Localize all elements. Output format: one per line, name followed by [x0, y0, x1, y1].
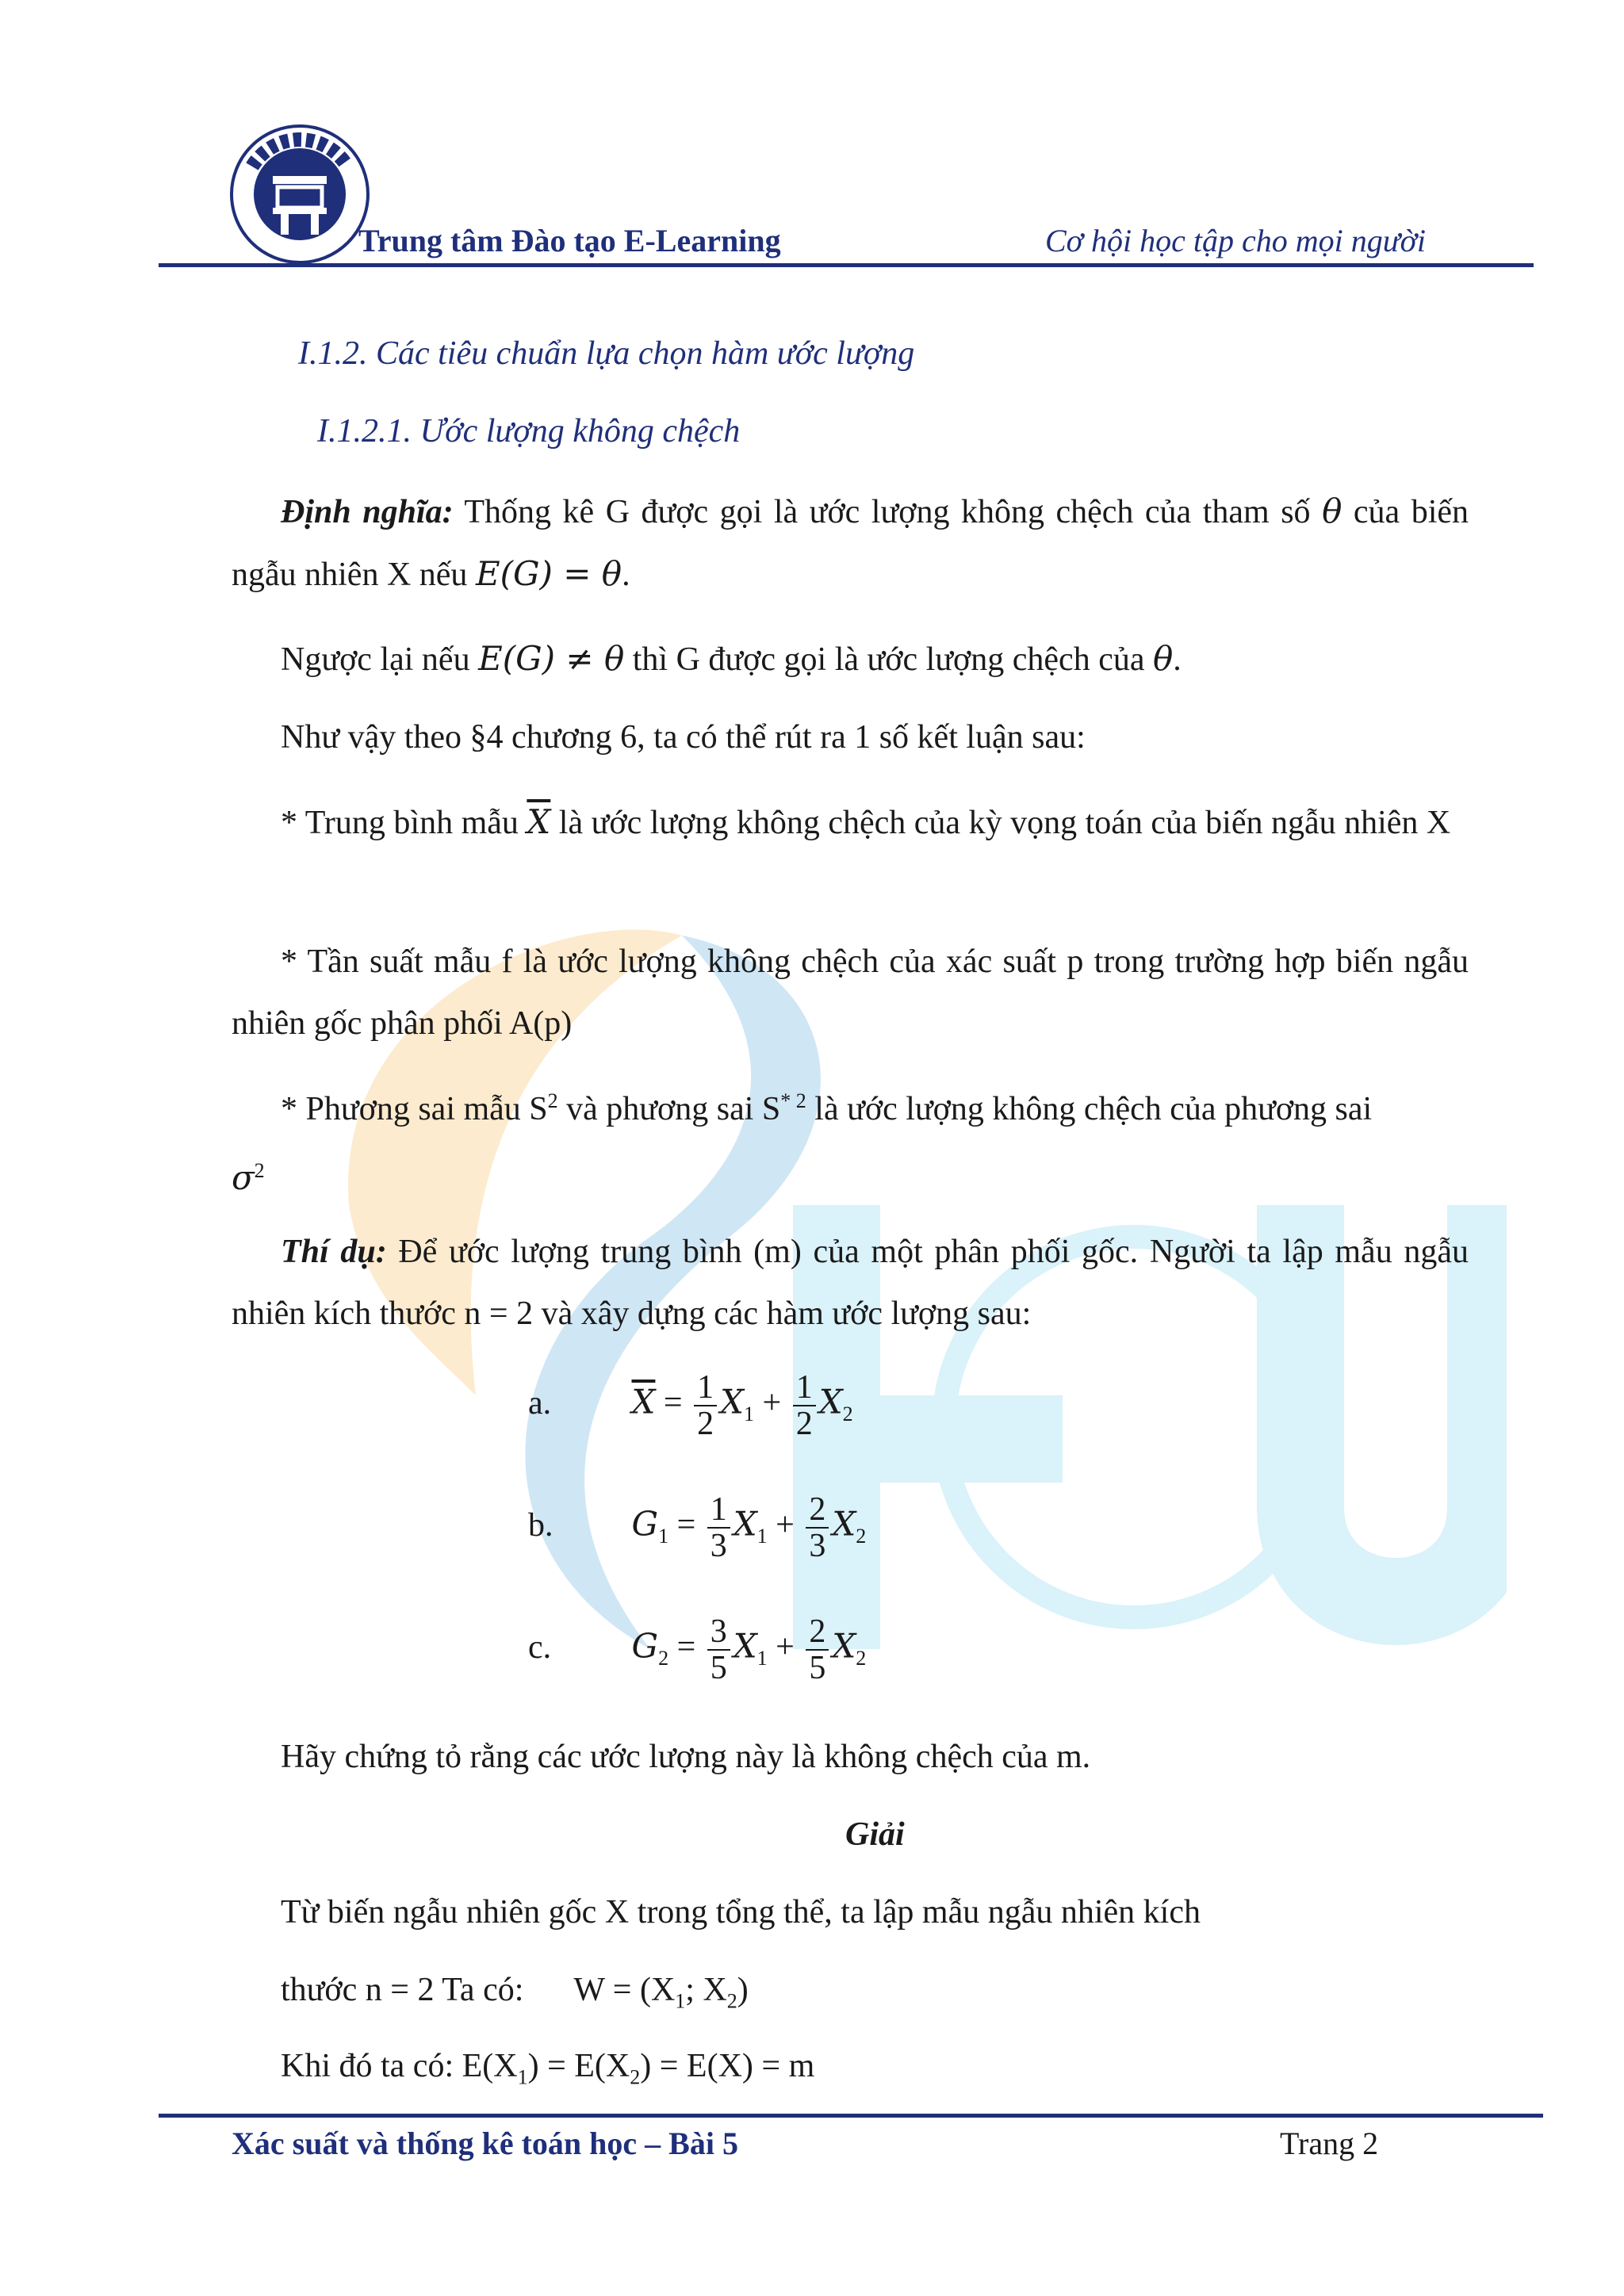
- formula-b-label: b.: [528, 1506, 553, 1544]
- solution-line-3-sub1: 1: [517, 2065, 528, 2089]
- bullet-3-sup-2: * 2: [780, 1089, 806, 1112]
- bullet-sample-mean: [232, 791, 1469, 854]
- solution-line-2: [281, 1971, 749, 2013]
- solution-line-3-end: ) = E(X) = m: [640, 2048, 815, 2084]
- section-heading: I.1.2. Các tiêu chuẩn lựa chọn hàm ước lượng: [298, 335, 915, 372]
- example-text: Để ước lượng trung bình (m) của một phân phối gốc. Người ta lập mẫu ngẫu nhiên kích thước n = 2 và xây dựng các hàm ước lượng sau:: [232, 1234, 1469, 1332]
- formula-c-lhs: G: [631, 1626, 659, 1666]
- solution-line-2-eq: W = (X: [573, 1972, 676, 2008]
- converse-line: [281, 639, 1182, 679]
- subsection-heading: I.1.2.1. Ước lượng không chệch: [317, 413, 741, 450]
- formula-a-lhs: $\overline{X}$: [631, 1382, 656, 1422]
- formula-a-frac-2-den: 2: [795, 1406, 813, 1442]
- formula-a-frac-2-num: 1: [793, 1370, 816, 1406]
- formula-b: b. $G_1$ = $\frac{1}{3}$ $X_1$ + $\frac{2}{3}$ $X_2$: [528, 1491, 867, 1564]
- formula-c-frac-2: [806, 1614, 829, 1686]
- formula-b-frac-2-den: 3: [809, 1528, 826, 1564]
- definition-text-1: Thống kê G được gọi là ước lượng không chệch của tham số: [453, 494, 1323, 530]
- formula-a-label: a.: [528, 1384, 552, 1422]
- formula-b-frac-2-num: 2: [806, 1492, 829, 1529]
- solution-line-2-sub2: 2: [726, 1989, 737, 2013]
- definition-equation: E(G) = θ: [475, 554, 622, 593]
- example-paragraph: [232, 1221, 1469, 1345]
- formula-c: c. $G_2$ = $\frac{3}{5}$ $X_1$ + $\frac{2}{5}$ $X_2$: [528, 1613, 867, 1686]
- definition-end: .: [622, 557, 630, 593]
- sigma-symbol: σ: [232, 1158, 255, 1197]
- formula-a-frac-1-num: 1: [694, 1370, 717, 1406]
- formula-c-frac-1-den: 5: [710, 1650, 727, 1686]
- bullet-3-pre: * Phương sai mẫu S: [281, 1091, 548, 1127]
- formula-b-frac-2: [806, 1492, 829, 1563]
- bullet-3-mid: và phương sai S: [557, 1091, 781, 1127]
- converse-equation: E(G) ≠ θ: [478, 639, 625, 678]
- university-logo: [228, 111, 371, 270]
- bullet-3-sup-1: 2: [547, 1089, 558, 1112]
- solution-line-2-sub1: 1: [675, 1989, 686, 2013]
- solution-line-2-pre: thước n = 2 Ta có:: [281, 1972, 524, 2008]
- solution-line-3-pre: Khi đó ta có: E(X: [281, 2048, 518, 2084]
- formula-c-lhs-sub: 2: [658, 1647, 669, 1670]
- header-center-name: Trung tâm Đào tạo E-Learning: [358, 223, 781, 258]
- converse-theta: θ: [1152, 639, 1174, 678]
- formula-a: a. $\overline{X}$ = $\frac{1}{2}$ $X_1$ + $\frac{1}{2}$ $X_2$: [528, 1369, 853, 1442]
- example-label: Thí dụ:: [281, 1234, 387, 1270]
- formula-a-frac-1-den: 2: [697, 1406, 714, 1442]
- solution-line-3: [281, 2047, 814, 2089]
- formula-b-frac-1-den: 3: [710, 1528, 727, 1564]
- formula-b-frac-1-num: 1: [707, 1492, 730, 1529]
- formula-c-frac-1-num: 3: [707, 1614, 730, 1651]
- formula-a-frac-1: [694, 1370, 717, 1441]
- sigma-sup: 2: [254, 1159, 265, 1182]
- solution-title: Giải: [845, 1816, 905, 1853]
- x-bar-symbol: $\overline{X}$: [527, 802, 551, 841]
- formula-c-frac-1: [707, 1614, 730, 1686]
- theta-symbol: θ: [1322, 492, 1342, 530]
- bullet-1-post: là ước lượng không chệch của kỳ vọng toán của biến ngẫu nhiên X: [550, 805, 1451, 841]
- header-divider: [159, 263, 1534, 267]
- solution-line-1: Từ biến ngẫu nhiên gốc X trong tổng thể, ta lập mẫu ngẫu nhiên kích: [281, 1894, 1201, 1931]
- solution-line-2-mid: ; X: [685, 1972, 727, 2008]
- solution-line-2-end: ): [737, 1972, 749, 2008]
- bullet-3-post: là ước lượng không chệch của phương sai: [806, 1091, 1373, 1127]
- formula-c-label: c.: [528, 1628, 552, 1666]
- footer-divider: [159, 2114, 1543, 2118]
- footer-course-title: Xác suất và thống kê toán học – Bài 5: [232, 2126, 738, 2161]
- definition-text-2: của biến ngẫu nhiên X nếu: [232, 494, 1469, 593]
- page-number: Trang 2: [1280, 2126, 1379, 2161]
- converse-text-1: Ngược lại nếu: [281, 641, 479, 678]
- task-line: Hãy chứng tỏ rằng các ước lượng này là không chệch của m.: [281, 1739, 1091, 1775]
- solution-line-3-mid: ) = E(X: [527, 2048, 630, 2084]
- bullet-1-pre: * Trung bình mẫu: [281, 805, 527, 841]
- formula-c-frac-2-den: 5: [809, 1650, 826, 1686]
- formula-b-lhs: G: [631, 1504, 659, 1544]
- formula-b-lhs-sub: 1: [658, 1525, 669, 1548]
- header-slogan: Cơ hội học tập cho mọi người: [1045, 223, 1427, 258]
- bullet-sample-frequency: * Tần suất mẫu f là ước lượng không chệch của xác suất p trong trường hợp biến ngẫu nhiên gốc phân phối A(p): [232, 943, 1469, 1042]
- intro-line: Như vậy theo §4 chương 6, ta có thể rút ra 1 số kết luận sau:: [281, 719, 1086, 756]
- solution-line-3-sub2: 2: [630, 2065, 641, 2089]
- definition-label: Định nghĩa:: [281, 494, 454, 530]
- formula-b-frac-1: [707, 1492, 730, 1563]
- formula-a-frac-2: [793, 1370, 816, 1441]
- converse-text-2: thì G được gọi là ước lượng chệch của: [624, 641, 1153, 678]
- definition-paragraph: [232, 480, 1469, 606]
- converse-end: .: [1173, 641, 1182, 678]
- formula-c-frac-2-num: 2: [806, 1614, 829, 1651]
- bullet-sample-variance: [232, 1070, 1469, 1210]
